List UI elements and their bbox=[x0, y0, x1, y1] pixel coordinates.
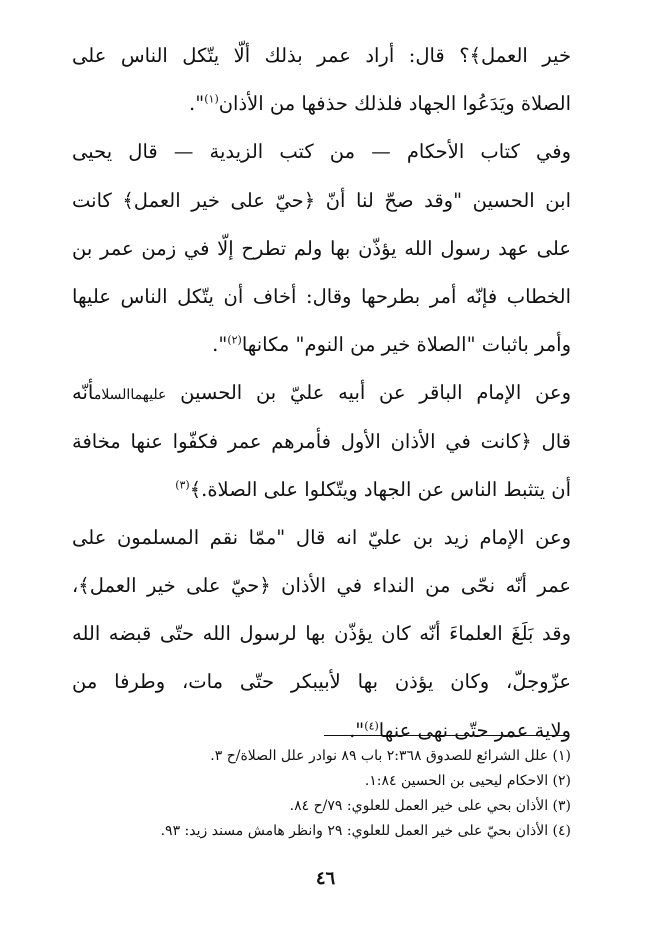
text-line-3 bbox=[72, 128, 571, 176]
quote-end: ". bbox=[212, 333, 228, 357]
text-line-9 bbox=[72, 418, 571, 466]
text-line-5-content: على عهد رسول الله يؤذّن بها ولم تطرح إلّا في زمن عمر بن bbox=[72, 236, 571, 260]
text-line-9-content: قال ﴿كانت في الأذان الأول فأمرهم عمر فكفّوا عنها مخافة bbox=[72, 429, 571, 453]
text-line-10-content: أن يتثبط الناس عن الجهاد ويتّكلوا على الصلاة.﴾ bbox=[189, 477, 571, 501]
text-line-7 bbox=[72, 321, 571, 369]
text-line-12-content: عمر أنّه نحّى من النداء في الأذان ﴿حيّ على خير العمل﴾، bbox=[72, 574, 571, 598]
text-line-8 bbox=[72, 369, 571, 417]
text-line-11 bbox=[72, 514, 571, 562]
footnote-separator bbox=[324, 735, 569, 736]
quote-end: ". bbox=[349, 718, 365, 742]
text-line-12 bbox=[72, 562, 571, 610]
text-line-2 bbox=[72, 80, 571, 128]
text-line-1 bbox=[72, 32, 571, 80]
footnotes bbox=[72, 744, 571, 844]
text-line-13 bbox=[72, 610, 571, 658]
text-line-14-content: عزّوجلّ، وكان يؤذن بها لأبيبكر حتّى مات، وطرفا من bbox=[72, 670, 571, 694]
page-number: ٤٦ bbox=[315, 868, 336, 889]
text-line-6 bbox=[72, 273, 571, 321]
footnote-ref-4: (٤) bbox=[364, 719, 379, 733]
text-line-8-content: وعن الإمام الباقر عن أبيه عليّ بن الحسين bbox=[180, 381, 571, 405]
text-line-14 bbox=[72, 658, 571, 706]
text-line-11-content: وعن الإمام زيد بن عليّ انه قال "ممّا نقم المسلمون على bbox=[72, 525, 571, 549]
main-text bbox=[72, 32, 571, 755]
footnote-ref-2: (٢) bbox=[227, 333, 242, 347]
text-line-3-content: وفي كتاب الأحكام — من كتب الزيدية — قال يحيى bbox=[72, 140, 571, 164]
text-line-10 bbox=[72, 466, 571, 514]
text-line-7-content: وأمر باثبات "الصلاة خير من النوم" مكانها bbox=[241, 333, 571, 357]
text-line-6-content: الخطاب فإنّه أمر بطرحها وقال: أخاف أن يتّكل الناس عليها bbox=[72, 284, 571, 308]
text-line-13-content: وقد بَلَغَ العلماءَ أنّه كان يؤذّن بها لرسول الله حتّى قبضه الله bbox=[72, 622, 571, 646]
text-line-5 bbox=[72, 225, 571, 273]
footnote-ref-1: (١) bbox=[204, 92, 219, 106]
text-line-4 bbox=[72, 177, 571, 225]
footnote-1: (١) علل الشرائع للصدوق ٢:٣٦٨ باب ٨٩ نوادر علل الصلاة/ح ٣. bbox=[210, 748, 571, 764]
text-line-1-content: خير العمل﴾؟ قال: أراد عمر بذلك ألّا يتّكل الناس على bbox=[72, 44, 571, 67]
text-line-4-content: ابن الحسين "وقد صحّ لنا أنّ ﴿حيّ على خير العمل﴾ كانت bbox=[72, 188, 571, 212]
honorific: عليهماالسلام bbox=[93, 387, 167, 404]
quote-end: ". bbox=[189, 92, 205, 116]
footnote-2: (٢) الاحكام ليحيى بن الحسين ١:٨٤. bbox=[364, 773, 571, 789]
text-line-2-content: الصلاة ويَدَعُوا الجهاد فلذلك حذفها من الأذان bbox=[218, 92, 571, 116]
footnote-3: (٣) الأذان بحي على خير العمل للعلوي: ٧٩/ح ٨٤. bbox=[289, 798, 571, 814]
footnote-ref-3: (٣) bbox=[175, 478, 190, 492]
text-line-15-content: ولاية عمر حتّى نهى عنها bbox=[378, 718, 571, 742]
text-line-8-end: أنّه bbox=[72, 381, 94, 405]
footnote-4: (٤) الأذان بحيّ على خير العمل للعلوي: ٢٩ وانظر هامش مسند زيد: ٩٣. bbox=[160, 823, 571, 839]
